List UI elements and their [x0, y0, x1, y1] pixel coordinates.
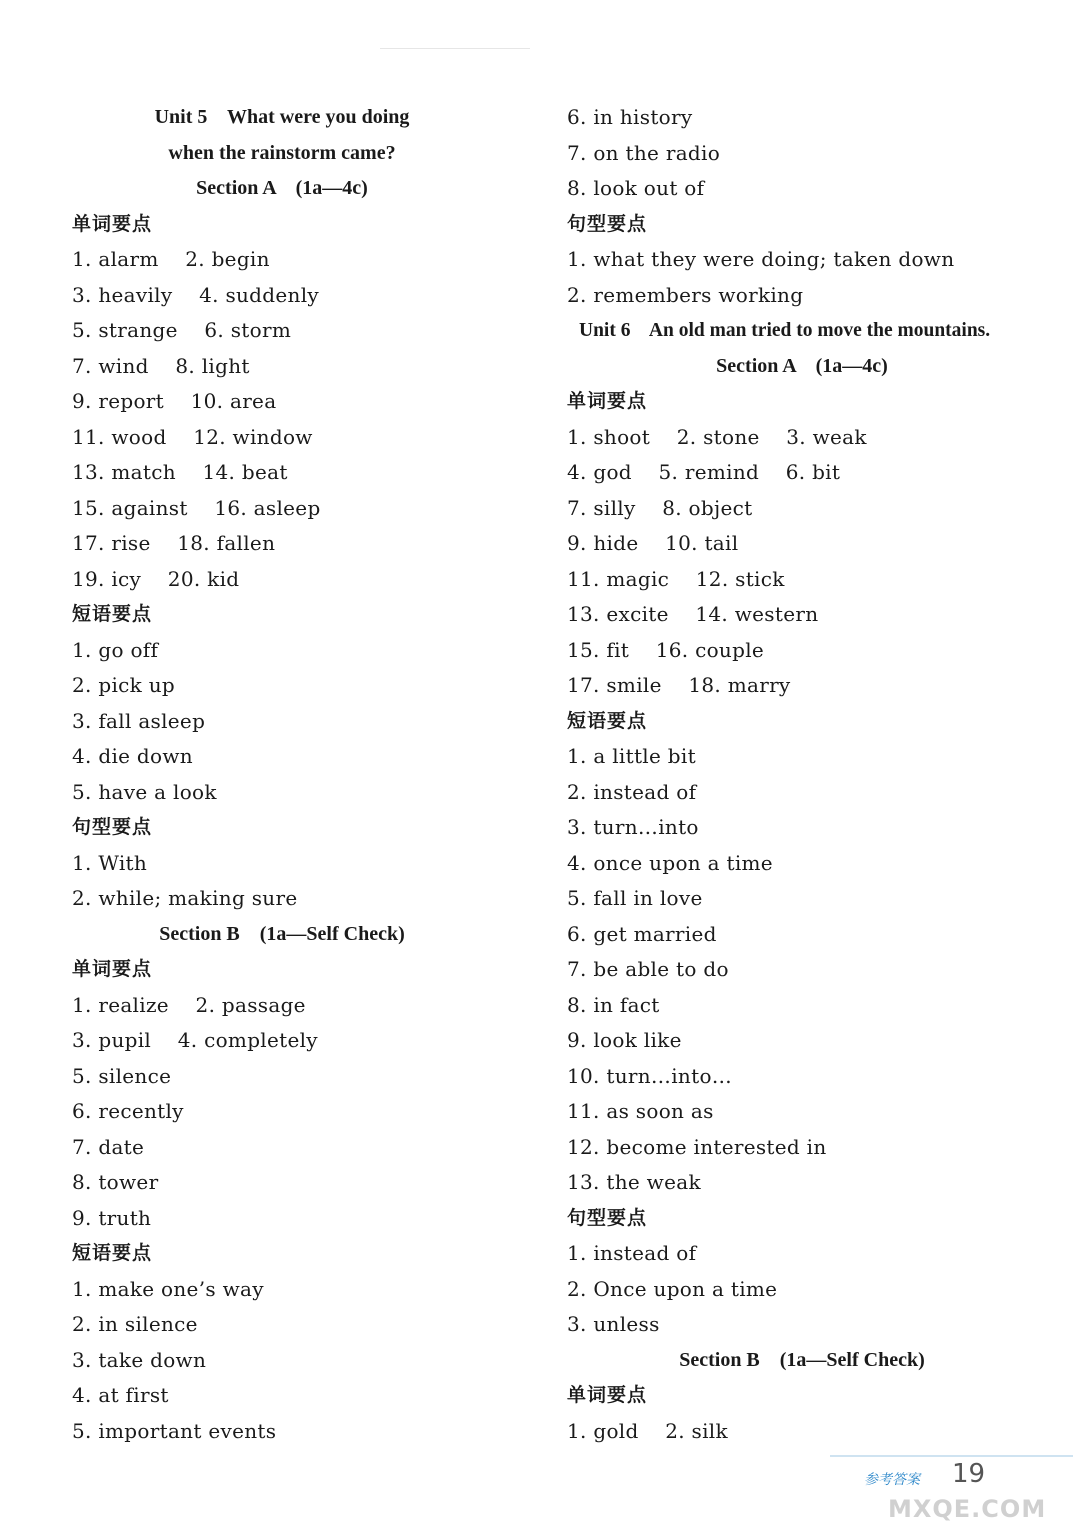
answer-line-left-33: 1. make one’s way [72, 1276, 264, 1301]
answer-line-left-26: 3. pupil 4. completely [72, 1028, 318, 1052]
answer-line-left-8: 9. report 10. area [72, 389, 277, 413]
answer-line-left-6: 5. strange 6. storm [72, 318, 292, 342]
answer-line-right-5: 2. remembers working [567, 282, 804, 307]
answer-line-right-13: 11. magic 12. stick [567, 566, 785, 591]
answer-line-right-23: 6. get married [567, 921, 717, 946]
answer-line-right-28: 11. as soon as [567, 1099, 714, 1123]
category-heading-right-31: 句型要点 [567, 1206, 648, 1229]
category-heading-left-24: 单词要点 [72, 958, 153, 980]
answer-line-left-10: 13. match 14. beat [72, 460, 288, 484]
section-heading-left-2: Section A (1a—4c) [196, 177, 368, 199]
category-heading-right-3: 句型要点 [567, 212, 648, 235]
answer-line-right-9: 1. shoot 2. stone 3. weak [567, 424, 867, 449]
answer-line-left-37: 5. important events [72, 1418, 277, 1443]
answer-line-left-11: 15. against 16. asleep [72, 495, 321, 520]
answer-line-left-34: 2. in silence [72, 1312, 198, 1336]
answer-line-right-30: 13. the weak [567, 1170, 701, 1194]
answer-line-right-24: 7. be able to do [567, 957, 729, 981]
category-heading-left-3: 单词要点 [72, 212, 153, 235]
watermark: MXQE.COM [888, 1495, 1047, 1523]
top-divider [380, 48, 530, 49]
answer-line-right-32: 1. instead of [567, 1241, 697, 1265]
answer-line-right-34: 3. unless [567, 1312, 660, 1336]
answer-line-right-37: 1. gold 2. silk [567, 1418, 728, 1443]
answer-line-right-2: 8. look out of [567, 176, 705, 200]
footer-label: 参考答案 [864, 1472, 920, 1488]
answer-line-right-10: 4. god 5. remind 6. bit [567, 460, 841, 484]
answer-line-left-30: 8. tower [72, 1170, 159, 1194]
answer-line-left-29: 7. date [72, 1134, 145, 1159]
answer-line-right-33: 2. Once upon a time [567, 1276, 778, 1301]
page-number: 19 [952, 1459, 986, 1489]
answer-line-left-17: 3. fall asleep [72, 708, 206, 733]
answer-line-left-15: 1. go off [72, 637, 159, 662]
category-heading-left-32: 短语要点 [72, 1242, 153, 1264]
answer-line-right-29: 12. become interested in [567, 1134, 827, 1159]
section-heading-right-7: Section A (1a—4c) [716, 354, 888, 377]
answer-column-right [567, 100, 1037, 1449]
answer-line-left-31: 9. truth [72, 1205, 152, 1230]
answer-line-left-13: 19. icy 20. kid [72, 566, 240, 591]
answer-line-right-14: 13. excite 14. western [567, 602, 819, 626]
answer-line-left-36: 4. at first [72, 1383, 169, 1407]
answer-line-right-26: 9. look like [567, 1028, 682, 1052]
answer-line-right-21: 4. once upon a time [567, 850, 773, 875]
answer-line-left-28: 6. recently [72, 1099, 184, 1123]
answer-line-right-25: 8. in fact [567, 992, 660, 1017]
unit-title-left-0: Unit 5 What were you doing [154, 106, 410, 128]
answer-line-left-9: 11. wood 12. window [72, 424, 313, 449]
answer-line-right-15: 15. fit 16. couple [567, 637, 765, 662]
answer-line-left-27: 5. silence [72, 1063, 172, 1088]
answer-line-left-22: 2. while; making sure [72, 886, 298, 910]
answer-line-left-21: 1. With [72, 850, 148, 875]
answer-line-right-27: 10. turn…into… [567, 1063, 733, 1088]
answer-line-left-16: 2. pick up [72, 673, 175, 697]
category-heading-left-20: 句型要点 [72, 816, 153, 838]
answer-line-right-22: 5. fall in love [567, 886, 703, 910]
unit-title-left-1: when the rainstorm came? [168, 141, 396, 164]
answer-line-right-12: 9. hide 10. tail [567, 531, 739, 555]
answer-line-right-16: 17. smile 18. marry [567, 673, 791, 697]
answer-column-left [72, 100, 492, 1449]
answer-line-left-35: 3. take down [72, 1347, 207, 1372]
section-heading-left-23: Section B (1a—Self Check) [159, 922, 405, 945]
category-heading-right-8: 单词要点 [567, 390, 648, 412]
category-heading-right-36: 单词要点 [567, 1384, 648, 1406]
answer-line-left-7: 7. wind 8. light [72, 353, 250, 378]
answer-line-left-4: 1. alarm 2. begin [72, 247, 270, 271]
answer-line-right-20: 3. turn…into [567, 815, 699, 839]
answer-line-left-5: 3. heavily 4. suddenly [72, 282, 320, 307]
page-footer [0, 1455, 1073, 1536]
answer-line-right-18: 1. a little bit [567, 744, 696, 768]
answer-line-right-0: 6. in history [567, 105, 693, 129]
answer-line-right-19: 2. instead of [567, 779, 697, 804]
unit-title-right-6: Unit 6 An old man tried to move the mountains. [579, 320, 991, 341]
category-heading-left-14: 短语要点 [72, 603, 153, 625]
answer-line-left-12: 17. rise 18. fallen [72, 531, 276, 555]
section-heading-right-35: Section B (1a—Self Check) [679, 1348, 925, 1371]
answer-line-left-19: 5. have a look [72, 779, 217, 804]
answer-line-right-1: 7. on the radio [567, 140, 721, 165]
footer-divider [830, 1455, 1073, 1457]
answer-line-left-18: 4. die down [72, 744, 193, 768]
answer-line-right-11: 7. silly 8. object [567, 495, 753, 520]
category-heading-right-17: 短语要点 [567, 709, 648, 732]
answer-line-right-4: 1. what they were doing; taken down [567, 247, 955, 271]
answer-line-left-25: 1. realize 2. passage [72, 992, 306, 1017]
